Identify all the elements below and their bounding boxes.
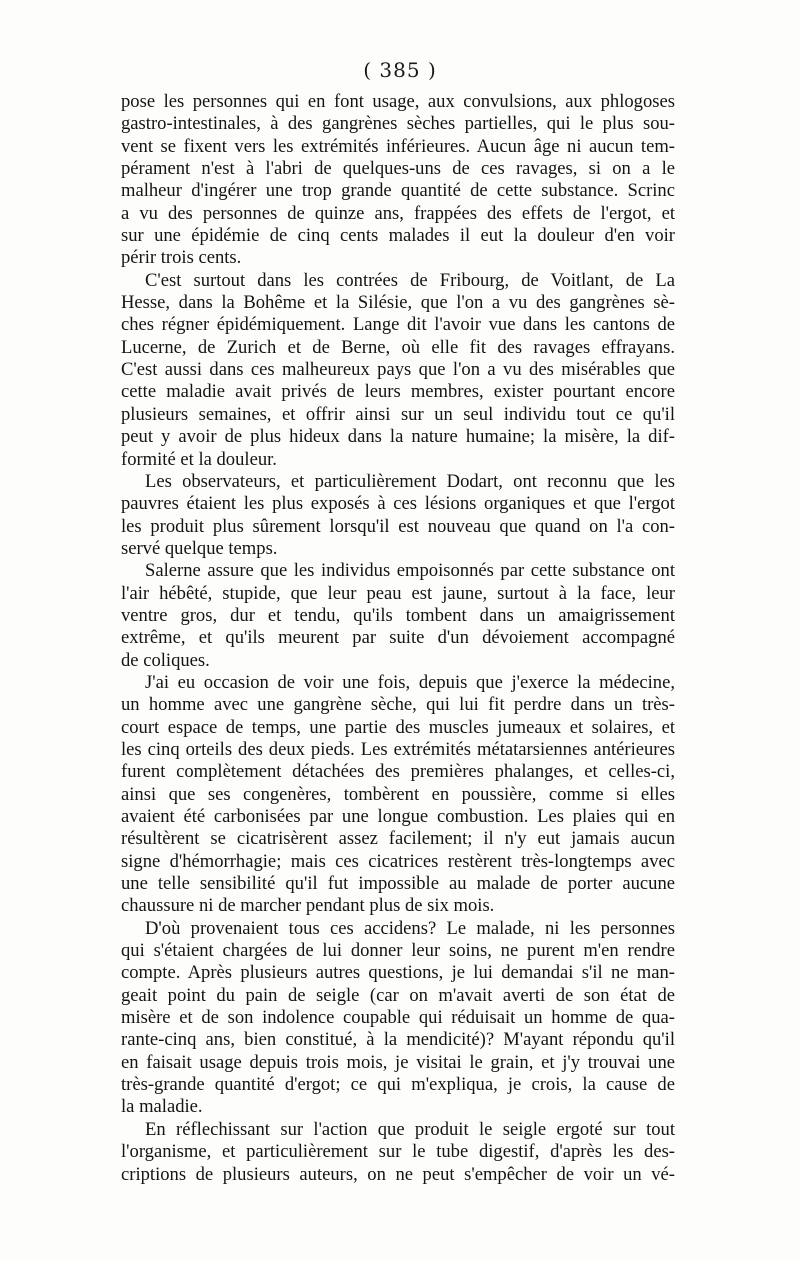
text-line: formité et la douleur. [121, 448, 277, 470]
body-text [121, 91, 675, 1186]
text-line: résultèrent se cicatrisèrent assez facilement; il n'y eut jamais aucun [121, 828, 675, 850]
text-line: les cinq orteils des deux pieds. Les extrémités métatarsiennes antérieures [121, 738, 675, 760]
text-line: misère et de son indolence coupable qui réduisait un homme de qua- [121, 1007, 675, 1029]
text-line: extrême, et qu'ils meurent par suite d'un dévoiement accompagné [121, 627, 675, 649]
text-line: très-grande quantité d'ergot; ce qui m'expliqua, je crois, la cause de [121, 1074, 675, 1096]
text-line: Hesse, dans la Bohême et la Silésie, que l'on a vu des gangrènes sè- [121, 292, 675, 314]
text-line: pose les personnes qui en font usage, aux convulsions, aux phlogoses [121, 91, 675, 112]
text-line: un homme avec une gangrène sèche, qui lui fit perdre dans un très- [121, 694, 675, 716]
text-line: a vu des personnes de quinze ans, frappées des effets de l'ergot, et [121, 202, 675, 224]
text-line: ches régner épidémiquement. Lange dit l'avoir vue dans les cantons de [121, 314, 675, 336]
text-line: criptions de plusieurs auteurs, on ne peut s'empêcher de voir un vé- [121, 1163, 675, 1185]
text-line: vent se fixent vers les extrémités inférieures. Aucun âge ni aucun tem- [121, 135, 675, 157]
text-line: la maladie. [121, 1096, 203, 1118]
text-line: En réflechissant sur l'action que produit le seigle ergoté sur tout [145, 1118, 675, 1140]
text-line: furent complètement détachées des premières phalanges, et celles-ci, [121, 761, 675, 783]
text-line: signe d'hémorrhagie; mais ces cicatrices restèrent très-longtemps avec [121, 850, 675, 872]
text-line: malheur d'ingérer une trop grande quantité de cette substance. Scrinc [121, 180, 675, 202]
text-line: peut y avoir de plus hideux dans la nature humaine; la misère, la dif- [121, 426, 675, 448]
text-line: C'est aussi dans ces malheureux pays que l'on a vu des misérables que [121, 359, 675, 381]
text-line: J'ai eu occasion de voir une fois, depuis que j'exerce la médecine, [145, 671, 675, 693]
text-line: servé quelque temps. [121, 537, 278, 559]
text-line: geait point du pain de seigle (car on m'avait averti de son état de [121, 984, 675, 1006]
text-line: D'où provenaient tous ces accidens? Le malade, ni les personnes [145, 917, 675, 939]
text-line: gastro-intestinales, à des gangrènes sèches partielles, qui le plus sou- [121, 113, 675, 135]
text-line: ventre gros, dur et tendu, qu'ils tombent dans un amaigrissement [121, 604, 675, 626]
text-line: une telle sensibilité qu'il fut impossible au malade de porter aucune [121, 873, 675, 895]
text-line: sur une épidémie de cinq cents malades il eut la douleur d'en voir [121, 225, 675, 247]
text-line: Salerne assure que les individus empoisonnés par cette substance ont [145, 560, 675, 582]
text-line: Lucerne, de Zurich et de Berne, où elle fit des ravages effrayans. [121, 336, 675, 358]
text-line: l'air hébêté, stupide, que leur peau est jaune, surtout à la face, leur [121, 582, 675, 604]
text-line: avaient été carbonisées par une longue combustion. Les plaies qui en [121, 806, 675, 827]
text-line: ainsi que ses congenères, tombèrent en poussière, comme si elles [121, 783, 675, 805]
text-line: périr trois cents. [121, 247, 242, 269]
text-line: de coliques. [121, 649, 210, 671]
text-line: chaussure ni de marcher pendant plus de six mois. [121, 895, 495, 917]
text-line: Les observateurs, et particulièrement Dodart, ont reconnu que les [145, 470, 675, 492]
text-line: en faisait usage depuis trois mois, je visitai le grain, et j'y trouvai une [121, 1051, 675, 1073]
text-line: qui s'étaient chargées de lui donner leur soins, ne purent m'en rendre [121, 940, 675, 962]
text-line: cette maladie avait privés de leurs membres, exister pourtant encore [121, 381, 675, 403]
text-line: court espace de temps, une partie des muscles jumeaux et solaires, et [121, 716, 675, 738]
text-line: pauvres étaient les plus exposés à ces lésions organiques et que l'ergot [121, 493, 675, 515]
text-line: rante-cinq ans, bien constitué, à la mendicité)? M'ayant répondu qu'il [121, 1029, 675, 1051]
page-number: ( 385 ) [363, 58, 437, 82]
text-line: les produit plus sûrement lorsqu'il est nouveau que quand on l'a con- [121, 515, 675, 537]
text-line: plusieurs semaines, et offrir ainsi sur un seul individu tout ce qu'il [121, 403, 675, 425]
text-line: pérament n'est à l'abri de quelques-uns de ces ravages, si on a le [121, 158, 675, 180]
text-line: l'organisme, et particulièrement sur le tube digestif, d'après les des- [121, 1141, 675, 1163]
text-line: C'est surtout dans les contrées de Fribourg, de Voitlant, de La [145, 269, 675, 291]
text-line: compte. Après plusieurs autres questions, je lui demandai s'il ne man- [121, 962, 675, 984]
